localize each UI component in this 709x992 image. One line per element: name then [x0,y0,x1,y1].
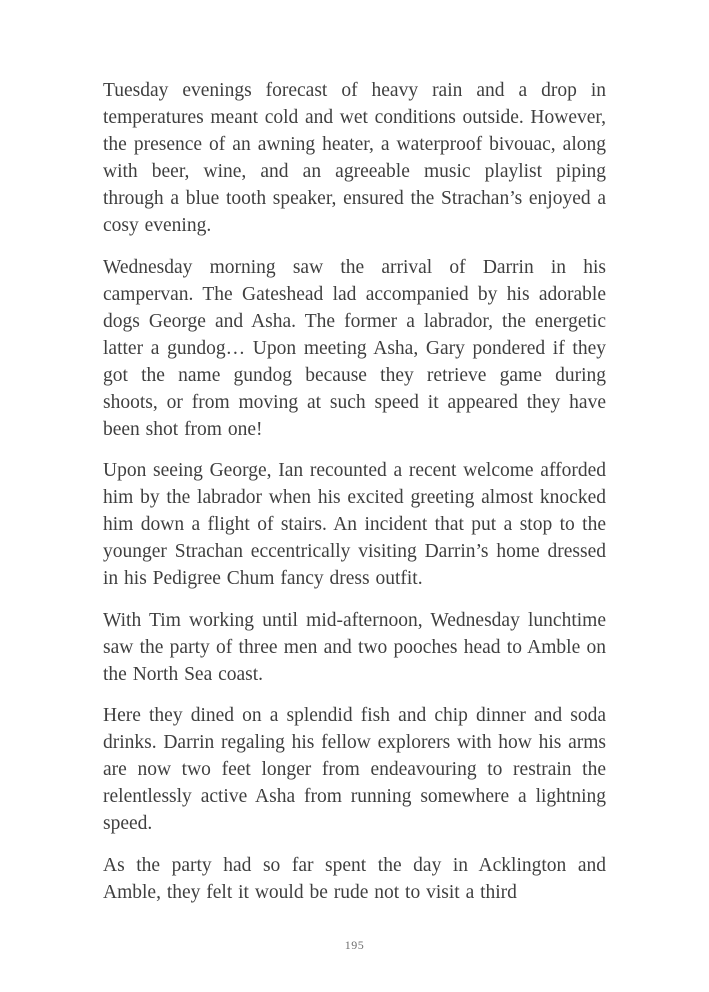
page-number: 195 [344,938,365,952]
page-body [103,77,606,920]
page-footer [0,936,709,954]
paragraph: Wednesday morning saw the arrival of Darrin in his campervan. The Gateshead lad accompanied by his adorable dogs George and Asha. The former a labrador, the energetic latter a gundog… Upon meeting Asha, Gary pondered if they got the name gundog because they retrieve game during shoots, or from moving at such speed it appeared they have been shot from one! [103,256,606,440]
paragraph: Here they dined on a splendid fish and chip dinner and soda drinks. Darrin regaling his fellow explorers with how his arms are now two feet longer from endeavouring to restrain the relentlessly active Asha from running somewhere a lightning speed. [103,705,606,834]
paragraph: As the party had so far spent the day in Acklington and Amble, they felt it would be rude not to visit a third [103,854,606,903]
paragraph: With Tim working until mid-afternoon, Wednesday lunchtime saw the party of three men and two pooches head to Amble on the North Sea coast. [103,609,606,685]
paragraph: Tuesday evenings forecast of heavy rain and a drop in temperatures meant cold and wet conditions outside. However, the presence of an awning heater, a waterproof bivouac, along with beer, wine, and an agreeable music playlist piping through a blue tooth speaker, ensured the Strachan’s enjoyed a cosy evening. [103,80,606,236]
paragraph: Upon seeing George, Ian recounted a recent welcome afforded him by the labrador when his excited greeting almost knocked him down a flight of stairs. An incident that put a stop to the younger Strachan eccentrically visiting Darrin’s home dressed in his Pedigree Chum fancy dress outfit. [103,460,606,589]
